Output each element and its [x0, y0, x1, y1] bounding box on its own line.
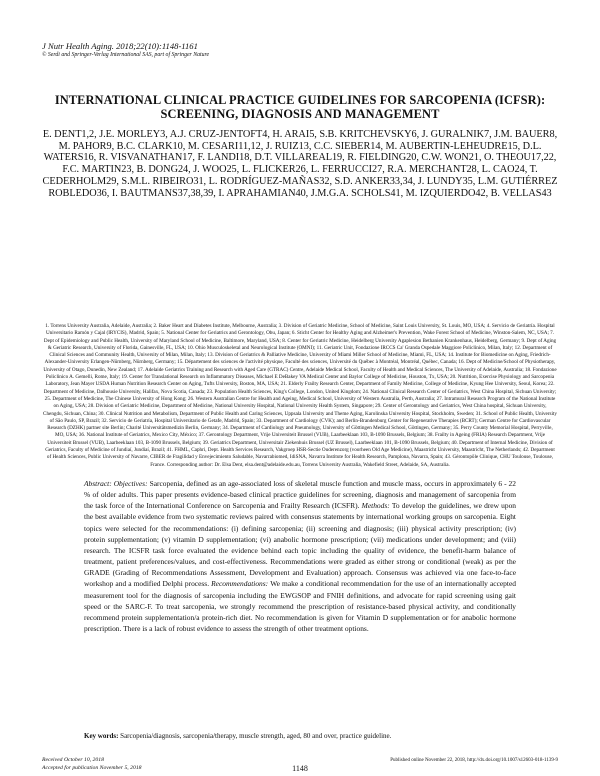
methods-text: To develop the guidelines, we drew upon the best available evidence from two systematic reviews paired with consensus statements by international working groups on sarcopenia. Eight topics were selected for the recommendations: (i) defining sarcopenia; (ii) screening and diagnosis; (iii) physical activity prescription; (iv) protein supplementation; (v) vitamin D supplementation; (vi) anabolic hormone prescription; (vii) medications under development; and (viii) research. The ICSFR task force evaluated the evidence behind each topic including the quality of evidence, the benefit-harm balance of treatment, patient preferences/values, and cost-effectiveness. Recommendations were graded as either strong or conditional (weak) as per the GRADE (Grading of Recommendations Assessment, Development and Evaluation) approach. Consensus was achieved via one face-to-face workshop and a modified Delphi process. — [84, 501, 517, 589]
methods-label: Methods: — [361, 501, 392, 511]
objectives-label: Objectives: — [113, 479, 150, 488]
recommendations-label: Recommendations: — [211, 579, 271, 589]
publication-info: Published online November 22, 2018, http://dx.doi.org/10.1007/s12603-018-1139-9 — [390, 758, 558, 763]
copyright-notice: © Serdi and Springer-Verlag International SAS, part of Springer Nature — [42, 52, 210, 58]
keywords-text: Sarcopenia/diagnosis, sarcopenia/therapy, muscle strength, aged, 80 and over, practice guideline. — [120, 732, 392, 740]
abstract — [84, 478, 516, 634]
accepted-date: Accepted for publication November 5, 2018 — [42, 765, 142, 771]
recommendations-text: We make a conditional recommendation for the use of an internationally accepted measurement tool for the diagnosis of sarcopenia including the EWGSOP and FNIH definitions, and advocate for rapid screening using gait speed or the SARC-F. To treat sarcopenia, we strongly recommend the prescription of resistance-based physical activity, and conditionally recommend protein supplementation/a protein-rich diet. No recommendation is given for Vitamin D supplementation or for anabolic hormone prescription. There is a lack of robust evidence to assess the strength of other treatment options. — [84, 579, 516, 634]
objectives-text: Sarcopenia, defined as an age-associated loss of skeletal muscle function and muscle mass, occurs in approximately 6 - 22 % of older adults. This paper presents evidence-based clinical practice guidelines for screening, diagnosis and management of sarcopenia from the task force of the International Conference on Sarcopenia and Frailty Research (ICSFR). — [84, 479, 516, 511]
journal-citation: J Nutr Health Aging. 2018;22(10):1148-1161 — [42, 41, 198, 51]
abstract-label: Abstract: — [84, 479, 114, 488]
author-list: E. DENT1,2, J.E. MORLEY3, A.J. CRUZ-JENTOFT4, H. ARAI5, S.B. KRITCHEVSKY6, J. GURALNIK7, J.M. BAUER8, M. PAHOR9, B.C. CLARK10, M. CESARI11,12, J. RUIZ13, C.C. SIEBER14, M. AUBERTIN-LEHEUDRE15, D.L. WATERS16, R. VISVANATHAN17, F. LANDI18, D.T. VILLAREAL19, R. FIELDING20, C.W. WON21, O. THEOU17,22, F.C. MARTIN23, B. DONG24, J. WOO25, L. FLICKER26, L. FERRUCCI27, R.A. MERCHANT28, L. CAO24, T. CEDERHOLM29, S.M.L. RIBEIRO31, L. RODRÍGUEZ-MAÑAS32, S.D. ANKER33,34, J. LUNDY35, L.M. GUTIÉRREZ ROBLEDO36, I. BAUTMANS37,38,39, I. APRAHAMIAN40, J.M.G.A. SCHOLS41, M. IZQUIERDO42, B. VELLAS43 — [42, 129, 558, 199]
paper-title: INTERNATIONAL CLINICAL PRACTICE GUIDELINES FOR SARCOPENIA (ICFSR): SCREENING, DIAGNOSIS AND MANAGEMENT — [54, 93, 546, 121]
keywords — [84, 732, 516, 741]
affiliations: 1. Torrens University Australia, Adelaide, Australia; 2. Baker Heart and Diabetes Institute, Melbourne, Australia; 3. Division of Geriatric Medicine, School of Medicine, Saint Louis University, St. Louis, MO, USA; 4. Servicio de Geriatría. Hospital Universitario Ramón y Cajal (IRYCIS), Madrid, Spain; 5. National Center for Geriatrics and Gerontology, Obu, Japan; 6. Sticht Center for Healthy Aging and Alzheimer's Prevention, Wake Forest School of Medicine, Winston-Salem, NC, USA; 7. Dept of Epidemiology and Public Health, University of Maryland School of Medicine, Baltimore, Maryland, USA; 8. Center for Geriatric Medicine, Heidelberg University Agaplesion Bethanien Krankenhaus, Heidelberg, Germany; 9. Dept of Aging & Geriatric Research, University of Florida, Gainesville, FL, USA; 10. Ohio Musculoskeletal and Neurological Institute (OMNI); 11. Geriatric Unit, Fondazione IRCCS Ca' Granda Ospedale Maggiore Policlinico, Milan, Italy; 12. Department of Clinical Sciences and Community Health, University of Milan, Milan, Italy; 13. Division of Geriatrics & Palliative Medicine, University of Miami Miller School of Medicine, Miami, FL, USA; 14. Institute for Biomedicine on Aging, Friedrich-Alexander-University Erlangen-Nürnberg, Nürnberg, Germany; 15. Département des sciences de l'activité physique, Faculté des sciences, Université du Québec à Montréal, Montréal, Québec, Canada; 16. Dept of Medicine/School of Physiotherapy, University of Otago, Dunedin, New Zealand; 17. Adelaide Geriatrics Training and Research with Aged Care (GTRAC) Centre, Adelaide Medical School, Faculty of Health and Medical Sciences, The University of Adelaide, Australia; 18. Fondazione Policlinico A. Gemelli, Rome, Italy; 19. Center for Translational Research on Inflammatory Diseases, Michael E DeBakey VA Medical Center and Baylor College of Medicine, Houston, Tx, USA; 20. Nutrition, Exercise Physiology and Sarcopenia Laboratory, Jean Mayer USDA Human Nutrition Research Center on Aging, Tufts University, Boston, MA, USA; 21. Elderly Frailty Research Center, Department of Family Medicine, College of Medicine, Kyung Hee University, Seoul, Korea; 22. Department of Medicine, Dalhousie University, Halifax, Nova Scotia, Canada; 23. Population Health Sciences, King's College, London, United Kingdom; 24. National Clinical Research Center of Geriatrics, West China Hospital, Sichuan University; 25. Department of Medicine, The Chinese University of Hong Kong; 26. Western Australian Centre for Health and Ageing, Medical School, University of Western Australia, Perth, Australia; 27. Intramural Research Program of the National Institute on Aging, USA; 28. Division of Geriatric Medicine, Department of Medicine, National University Hospital, National University Health System, Singapore; 29. Center of Gerontology and Geriatrics, West China hospital, Sichuan University, Chengdu, Sichuan, China; 30. Clinical Nutrition and Metabolism, Department of Public Health and Caring Sciences, Uppsala University and Theme Aging, Karolinska University Hospital, Stockholm, Sweden; 31. School of Public Health, University of São Paulo, SP, Brazil; 32. Servicio de Geriatría, Hospital Universitario de Getafe, Madrid, Spain; 33. Department of Cardiology (CVK); and Berlin-Brandenburg Center for Regenerative Therapies (BCRT); German Centre for Cardiovascular Research (DZHK) partner site Berlin; Charité Universitätsmedizin Berlin, Germany; 34. Department of Cardiology and Pneumology, University of Göttingen Medical School, Göttingen, Germany; 35. Perry County Memorial Hospital, Perryville, MO, USA; 36. National Institute of Geriatrics, Mexico City, México; 37. Gerontology Department, Vrije Universiteit Brussel (VUB), Laarbeeklaan 103, B-1090 Brussels, Belgium; 38. Frailty in Ageing (FRIA) Research Department, Vrije Universiteit Brussel (VUB), Laarbeeklaan 103, B-1090 Brussels, Belgium; 39. Geriatrics Department, Universitair Ziekenhuis Brussel (UZ Brussel), Laarbeeklaan 101, B-1090 Brussels, Belgium; 40. Department of Internal Medicine, Division of Geriatrics, Faculty of Medicine of Jundiaí, Jundiaí, Brazil; 41. FHML, Caphri, Dept. Health Services Research, Vakgroep HSR-Sectie Ouderenzorg (voorheen Old Age Medicine), Maastricht University, Maastricht, The Netherlands; 42. Department of Health Sciences, Public University of Navarre, CIBER de Fragilidad y Envejecimiento Saludable, Navarrabiomed, IdiSNA, Navarra Institute for Health Research, Pamplona, Navarra, Spain; 43. Gérontopôle Clinique, CHU Toulouse, Toulouse, France. Corresponding author: Dr. Elsa Dent, elsa.dent@adelaide.edu.au, Torrens University Australia, Wakefield Street, Adelaide, SA, Australia. — [43, 323, 557, 468]
received-date: Received October 10, 2018 — [42, 757, 104, 763]
keywords-label: Key words: — [84, 732, 119, 740]
page-number: 1148 — [292, 764, 308, 773]
